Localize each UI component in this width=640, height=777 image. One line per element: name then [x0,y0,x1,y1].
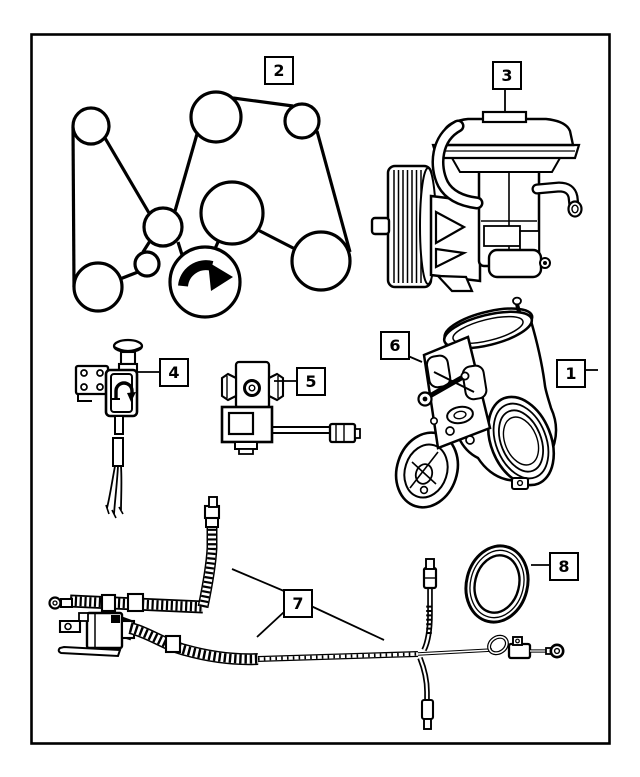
shutoff-solenoid-drawing [76,340,142,518]
pulley [201,182,263,244]
leader-7b [257,612,284,637]
callout-6-label: 6 [389,336,401,355]
callout-2-box[interactable] [264,56,294,85]
callout-3-box[interactable] [492,61,522,90]
pulley [135,252,159,276]
callout-2-label: 2 [273,61,285,80]
callout-5-box[interactable] [296,367,326,396]
callout-8-label: 8 [558,557,570,576]
seal-ring-drawing [458,539,536,628]
callout-3-label: 3 [501,66,513,85]
vacuum-pump-drawing [372,112,582,291]
pulley [144,208,182,246]
pulley [285,104,319,138]
callout-7-box[interactable] [283,589,313,618]
leader-7c [311,606,384,640]
leader-7a [232,569,284,591]
pulley [292,232,350,290]
pulley [73,108,109,144]
pump-housing-drawing [387,298,566,516]
callout-4-label: 4 [168,363,180,382]
serpentine-belt-drawing [73,92,350,317]
leader-6 [408,356,422,362]
callout-1-box[interactable] [556,359,586,388]
pulley [191,92,241,142]
callout-7-label: 7 [292,594,304,613]
wiring-harness-left-drawing [50,497,419,659]
callout-5-label: 5 [305,372,317,391]
callout-8-box[interactable] [549,552,579,581]
callout-1-label: 1 [565,364,577,383]
pulley [74,263,122,311]
callout-6-box[interactable] [380,331,410,360]
callout-4-box[interactable] [159,358,189,387]
vacuum-valve-drawing [222,362,360,454]
